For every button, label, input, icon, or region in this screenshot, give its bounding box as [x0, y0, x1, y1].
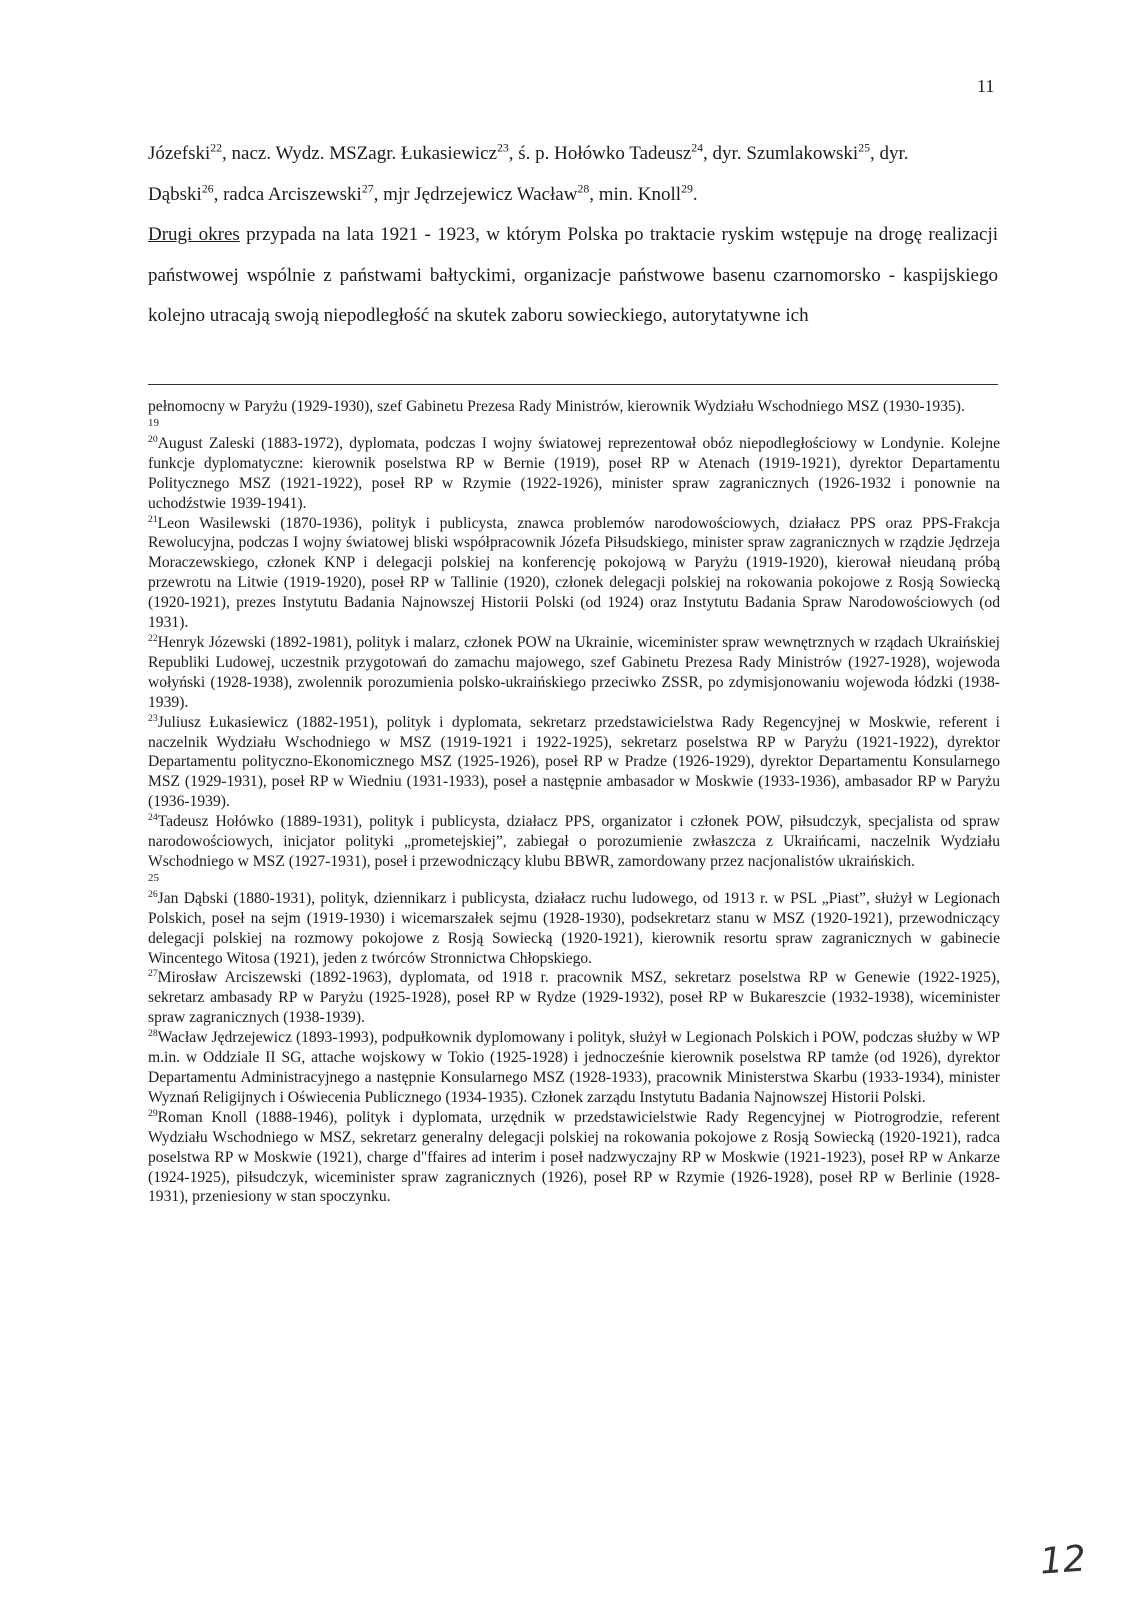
footnote-ref: 25 [858, 141, 870, 155]
footnote-number: 27 [148, 968, 158, 980]
footnote-number: 28 [148, 1028, 158, 1039]
footnote-text: Tadeusz Hołówko (1889-1931), polityk i publicysta, działacz PPS, organizator i członek POW, piłsudczyk, specjalista od spraw narodowościowych, inicjator polityki „prometejskiej”, zabiegał o porozumienie zwłaszcza z Ukraińcami, naczelnik Wydziału Wschodniego w MSZ (1927-1931), poseł i przewodniczący klubu BBWR, zamordowany przez nacjonalistów ukraińskich. [148, 813, 1000, 870]
footnote-ref: 23 [497, 141, 509, 155]
handwritten-page-number: 12 [1038, 1538, 1088, 1583]
text-run: Józefski [148, 143, 211, 164]
footnote-number: 26 [148, 888, 158, 900]
main-line-2 [148, 175, 998, 216]
page-number: 11 [977, 76, 995, 96]
text-run: , dyr. Szumlakowski [703, 143, 859, 164]
footnote-ref: 24 [691, 141, 704, 155]
footnote-ref: 26 [201, 182, 214, 196]
footnote-number: 21 [148, 513, 158, 525]
footnote-number: 23 [148, 712, 158, 724]
footnotes [148, 397, 1000, 1207]
footnote-text: Leon Wasilewski (1870-1936), polityk i publicysta, znawca problemów narodowościowych, działacz PPS oraz PPS-Frakcja Rewolucyjna, podczas I wojny światowej bliski współpracownik Józefa Piłsudskiego, minister spraw zagranicznych w rządzie Jędrzeja Moraczewskiego, członek KNP i delegacji polskiej na konferencję pokojową w Paryżu (1919-1920), kierował nieudaną próbą przewrotu na Litwie (1919-1920), poseł RP w Tallinie (1920), członek delegacji polskiej na rokowania pokojowe z Rosją Sowiecką (1920-1921), prezes Instytutu Badania Najnowszej Historii Polski (od 1924) oraz Instytutu Badania Spraw Narodowościowych (od 1931). [148, 514, 1000, 632]
footnote-27 [148, 968, 1000, 1028]
footnote-21 [148, 514, 1000, 633]
footnote-20 [148, 434, 1000, 514]
footnote-text: Mirosław Arciszewski (1892-1963), dyplomata, od 1918 r. pracownik MSZ, sekretarz poselstwa RP w Genewie (1922-1925), sekretarz ambasady RP w Paryżu (1925-1928), poseł RP w Rydze (1929-1932), poseł RP w Bukareszcie (1932-1938), wiceminister spraw zagranicznych (1938-1939). [148, 969, 1000, 1027]
footnote-separator [148, 384, 998, 385]
footnote-25: 25 [148, 871, 159, 884]
footnote-29 [148, 1108, 1000, 1208]
text-run: , min. Knoll [589, 183, 682, 205]
footnote-number: 29 [148, 1107, 158, 1119]
footnote-continuation: pełnomocny w Paryżu (1929-1930), szef Gabinetu Prezesa Rady Ministrów, kierownik Wydziału Wschodniego MSZ (1930-1935). [148, 398, 965, 415]
text-run: . [692, 183, 698, 205]
footnote-number: 20 [148, 433, 158, 445]
paragraph-text: przypada na lata 1921 - 1923, w którym Polska po traktacie ryskim wstępuje na drogę realizacji państwowej wspólnie z państwami bałtyckimi, organizacje państwowe basenu czarnomorsko - kaspijskiego kolejno utracają swoją niepodległość na skutek zaboru sowieckiego, autorytatywne ich [148, 224, 999, 326]
text-run: , mjr Jędrzejewicz Wacław [373, 183, 578, 205]
footnote-text: Roman Knoll (1888-1946), polityk i dyplomata, urzędnik w przedstawicielstwie Rady Regencyjnej w Piotrogrodzie, referent Wydziału Wschodniego w MSZ, sekretarz generalny delegacji polskiej na rokowania pokojowe z Rosją Sowiecką (1920-1921), radca poselstwa RP w Moskwie (1921), charge d"ffaires ad interim i poseł nadzwyczajny RP w Moskwie (1921-1923), poseł RP w Ankarze (1924-1925), piłsudczyk, wiceminister spraw zagranicznych (1926), poseł RP w Rzymie (1926-1928), poseł RP w Berlinie (1928-1931), przeniesiony w stan spoczynku. [148, 1108, 1000, 1206]
footnote-number: 24 [148, 811, 158, 823]
main-text [148, 134, 998, 337]
footnote-24 [148, 812, 1000, 872]
footnote-number: 22 [148, 632, 158, 644]
footnote-28 [148, 1028, 1000, 1108]
footnote-23 [148, 713, 1000, 813]
footnote-ref: 28 [577, 182, 590, 196]
footnote-text: Henryk Józewski (1892-1981), polityk i malarz, członek POW na Ukrainie, wiceminister spraw wewnętrznych w rządach Ukraińskiej Republiki Ludowej, uczestnik przygotowań do zamachu majowego, szef Gabinetu Prezesa Rady Ministrów (1927-1928), wojewoda wołyński (1928-1938), zwolennik porozumienia polsko-ukraińskiego przeciwko ZSSR, po zdymisjonowaniu wojewoda łódzki (1938-1939). [148, 633, 1000, 711]
main-paragraph-2 [148, 215, 998, 337]
text-run: , radca Arciszewski [213, 183, 362, 205]
text-run: Dąbski [148, 183, 202, 205]
text-run: , nacz. Wydz. MSZagr. Łukasiewicz [222, 143, 498, 164]
footnote-text: Wacław Jędrzejewicz (1893-1993), podpułkownik dyplomowany i polityk, służył w Legionach Polskich i POW, podczas służby w WP m.in. w Oddziale II SG, attache wojskowy w Tokio (1925-1928) i jednocześnie kierownik poselstwa RP tamże (od 1926), dyrektor Departamentu Administracyjnego a następnie Konsularnego MSZ (1928-1933), pracownik Ministerstwa Skarbu (1933-1934), minister Wyznań Religijnych i Oświecenia Publicznego (1934-1935). Członek zarządu Instytutu Badania Najnowszej Historii Polski. [148, 1029, 1000, 1106]
main-line-1 [148, 134, 998, 175]
footnote-text: August Zaleski (1883-1972), dyplomata, podczas I wojny światowej reprezentował obóz niepodległościowy w Londynie. Kolejne funkcje dyplomatyczne: kierownik poselstwa RP w Bernie (1919), poseł RP w Atenach (1919-1921), dyrektor Departamentu Politycznego MSZ (1921-1922), poseł RP w Rzymie (1922-1926), minister spraw zagranicznych (1926-1932 i ponownie na uchodźstwie 1939-1941). [148, 434, 1000, 512]
footnote-text: Jan Dąbski (1880-1931), polityk, dziennikarz i publicysta, działacz ruchu ludowego, od 1913 r. w PSL „Piast”, służył w Legionach Polskich, poseł na sejm (1919-1930) i wicemarszałek sejmu (1928-1930), podsekretarz stanu w MSZ (1920-1921), przewodniczący delegacji polskiej na rozmowy pokojowe z Rosją Sowiecką (1920-1921), kierownik resortu spraw zagranicznych w gabinecie Wincentego Witosa (1921), jeden z twórców Stronnictwa Chłopskiego. [148, 889, 1000, 967]
footnote-ref: 29 [681, 182, 693, 196]
footnote-text: Juliusz Łukasiewicz (1882-1951), polityk i dyplomata, sekretarz przedstawicielstwa Rady Regencyjnej w Moskwie, referent i naczelnik Wydziału Wschodniego w MSZ (1919-1921 i 1922-1925), sekretarz poselstwa RP w Paryżu (1921-1922), dyrektor Departamentu polityczno-Ekonomicznego MSZ (1925-1926), poseł RP w Pradze (1926-1929), dyrektor Departamentu Konsularnego MSZ (1929-1931), poseł RP w Wiedniu (1931-1933), poseł a następnie ambasador w Moskwie (1933-1936), ambasador RP w Paryżu (1936-1939). [148, 713, 1000, 811]
footnote-ref: 27 [361, 182, 374, 196]
footnote-19: 19 [148, 416, 159, 429]
footnote-ref: 22 [210, 141, 223, 155]
footnote-26 [148, 889, 1000, 969]
underlined-heading: Drugi okres [148, 224, 240, 245]
text-run: , dyr. [869, 143, 909, 164]
footnote-22 [148, 633, 1000, 713]
text-run: , ś. p. Hołówko Tadeusz [508, 143, 692, 164]
